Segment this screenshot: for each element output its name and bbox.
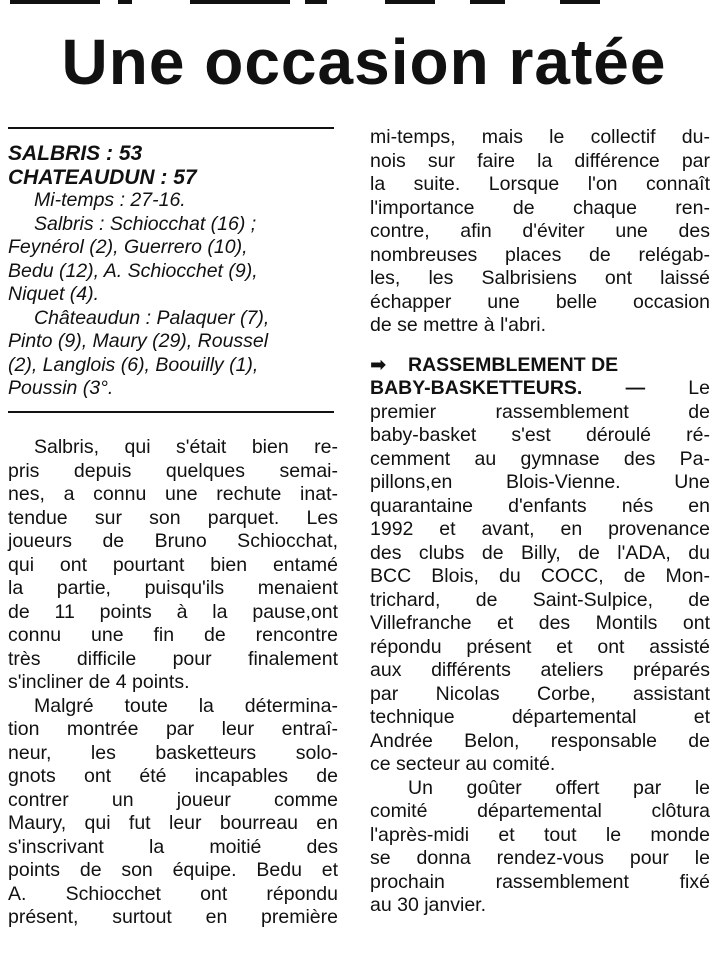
headline: Une occasion ratée: [61, 26, 667, 98]
article-line: points de son équipe. Bedu et: [8, 859, 338, 881]
article-line: ce secteur au comité.: [370, 753, 556, 775]
article-line: BCC Blois, du COCC, de Mon-: [370, 565, 710, 587]
article-line: tendue sur son parquet. Les: [8, 506, 338, 529]
section-heading-line2: [370, 377, 710, 401]
scoreboard-top-rule: [8, 127, 334, 129]
article-line: la partie, puisqu'ils menaient: [8, 577, 338, 599]
article-line: quarantaine d'enfants nés en: [370, 494, 710, 517]
article-line: de se mettre à l'abri.: [370, 314, 547, 336]
article-line: connu une fin de rencontre: [8, 624, 338, 646]
article-line: la suite. Lorsque l'on connaît: [370, 173, 710, 195]
article-line: présent, surtout en première: [8, 906, 338, 928]
article-line: neur, les basketteurs solo-: [8, 741, 338, 764]
article-line: par Nicolas Corbe, assistant: [370, 682, 710, 705]
score-line: Salbris : Schiocchat (16) ;: [34, 212, 257, 235]
article-line: nois sur faire la différence par: [370, 149, 710, 172]
article-line: mi-temps, mais le collectif du-: [370, 126, 710, 148]
article-line: les, les Salbrisiens ont laissé: [370, 267, 710, 289]
article-line: comité départemental clôtura: [370, 800, 710, 822]
score-line: Niquet (4).: [8, 283, 100, 305]
article-line: au 30 janvier.: [370, 894, 487, 916]
article-line: contrer un joueur comme: [8, 788, 338, 811]
article-line: Salbris, qui s'était bien re-: [34, 436, 338, 458]
article-line: tion montrée par leur entraî-: [8, 718, 338, 740]
article-line: s'incliner de 4 points.: [8, 671, 190, 693]
article-line: qui ont pourtant bien entamé: [8, 553, 338, 576]
article-line: gnots ont été incapables de: [8, 765, 338, 787]
article-line: répondu présent et ont assisté: [370, 635, 710, 658]
article-line: pris depuis quelques semai-: [8, 459, 338, 482]
article-line: joueurs de Bruno Schiocchat,: [8, 530, 338, 552]
score-chateaudun: CHATEAUDUN : 57: [8, 165, 197, 189]
article-line: aux différents ateliers préparés: [370, 659, 710, 681]
score-line: Feynérol (2), Guerrero (10),: [8, 236, 248, 258]
article-line: baby-basket s'est déroulé ré-: [370, 424, 710, 446]
score-line: Poussin (3°.: [8, 377, 114, 399]
article-line: l'importance de chaque ren-: [370, 196, 710, 219]
article-line: se donna rendez-vous pour le: [370, 847, 710, 869]
article-line: l'après-midi et tout le monde: [370, 823, 710, 846]
article-line: premier rassemblement de: [370, 400, 710, 423]
article-line: Un goûter offert par le: [408, 776, 710, 799]
article-line: très difficile pour finalement: [8, 647, 338, 670]
scoreboard: [8, 142, 338, 401]
header-cut-rule: [0, 0, 728, 10]
article-line: cemment au gymnase des Pa-: [370, 447, 710, 470]
article-line: technique départemental et: [370, 706, 710, 728]
score-line: Châteaudun : Palaquer (7),: [34, 306, 270, 329]
score-line: (2), Langlois (6), Boouilly (1),: [8, 353, 259, 376]
scoreboard-bottom-rule: [8, 411, 334, 413]
article-line: Villefranche et des Montils ont: [370, 612, 710, 634]
article-line: s'inscrivant la moitié des: [8, 835, 338, 858]
section-heading-rest: Le: [688, 377, 710, 399]
article-line: nombreuses places de relégab-: [370, 243, 710, 266]
article-line: trichard, de Saint-Sulpice, de: [370, 588, 710, 611]
article-line: des clubs de Billy, de l'ADA, du: [370, 541, 710, 564]
section-heading-bold: BABY-BASKETTEURS. —: [370, 377, 646, 399]
section-heading: [370, 354, 710, 378]
article-line: Malgré toute la détermina-: [34, 694, 338, 717]
article-line: A. Schiocchet ont répondu: [8, 882, 338, 905]
score-salbris: SALBRIS : 53: [8, 142, 143, 165]
section-heading-line1: RASSEMBLEMENT DE: [408, 353, 619, 376]
score-halftime: Mi-temps : 27-16.: [34, 189, 186, 211]
article-line: Maury, qui fut leur bourreau en: [8, 812, 338, 834]
article-line: prochain rassemblement fixé: [370, 870, 710, 893]
article-line: échapper une belle occasion: [370, 290, 710, 313]
article-right-column: [370, 126, 710, 918]
article-line: Andrée Belon, responsable de: [370, 729, 710, 752]
article-line: nes, a connu une rechute inat-: [8, 483, 338, 505]
article-left-column: [8, 436, 338, 930]
article-line: contre, afin d'éviter une des: [370, 220, 710, 242]
article-line: 1992 et avant, en provenance: [370, 518, 710, 540]
score-line: Bedu (12), A. Schiocchet (9),: [8, 259, 258, 282]
arrow-right-icon: ➡: [370, 353, 387, 376]
score-line: Pinto (9), Maury (29), Roussel: [8, 330, 269, 352]
article-line: de 11 points à la pause,ont: [8, 600, 338, 623]
article-line: pillons,en Blois-Vienne. Une: [370, 471, 710, 493]
